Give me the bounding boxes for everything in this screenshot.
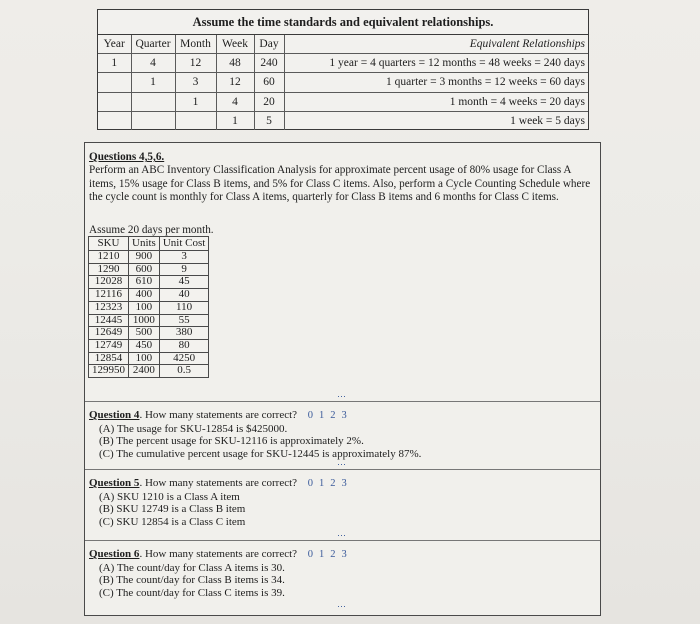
table-row — [89, 276, 209, 289]
cell: 40 — [159, 289, 208, 302]
table-header-row — [98, 35, 588, 54]
option-b: (B) SKU 12749 is a Class B item — [99, 503, 246, 516]
choice-0[interactable]: 0 — [307, 478, 315, 489]
option-a: (A) SKU 1210 is a Class A item — [99, 490, 240, 503]
time-standards-title: Assume the time standards and equivalent relationships. — [98, 10, 588, 35]
header-cell: Unit Cost — [159, 237, 208, 251]
cell — [131, 92, 175, 111]
table-row — [98, 111, 588, 130]
cell: 80 — [159, 339, 208, 352]
cell: 12028 — [89, 276, 129, 289]
header-cell: Week — [216, 35, 254, 54]
option-c: (C) The count/day for Class C items is 39. — [99, 586, 285, 599]
time-standards-grid — [98, 35, 588, 130]
table-row — [89, 314, 209, 327]
choice-0[interactable]: 0 — [307, 410, 315, 421]
table-row — [89, 339, 209, 352]
question-5-label: Question 5 — [89, 477, 140, 489]
cell: 129950 — [89, 365, 129, 378]
header-cell: Quarter — [131, 35, 175, 54]
cell: 4 — [131, 54, 175, 73]
table-row — [89, 251, 209, 264]
cell: 60 — [254, 73, 284, 92]
question-4-text: . How many statements are correct? — [139, 409, 298, 421]
cell: 1 — [131, 73, 175, 92]
question-5-text: . How many statements are correct? — [139, 477, 298, 489]
cell — [98, 73, 131, 92]
cell: 1 month = 4 weeks = 20 days — [284, 92, 588, 111]
drag-handle-icon[interactable]: ⋯ — [337, 391, 347, 401]
questions-box — [84, 142, 601, 616]
cell: 12 — [216, 73, 254, 92]
cell: 55 — [159, 314, 208, 327]
cell: 12749 — [89, 339, 129, 352]
cell: 900 — [129, 251, 160, 264]
table-row — [89, 352, 209, 365]
cell: 1 — [216, 111, 254, 130]
question-5 — [89, 477, 597, 528]
divider — [85, 469, 600, 470]
cell: 12323 — [89, 301, 129, 314]
header-cell: SKU — [89, 237, 129, 251]
table-row — [89, 327, 209, 340]
table-header-row — [89, 237, 209, 251]
cell: 1 quarter = 3 months = 12 weeks = 60 days — [284, 73, 588, 92]
cell: 2400 — [129, 365, 160, 378]
questions-header: Questions 4,5,6. — [89, 151, 165, 163]
cell: 0.5 — [159, 365, 208, 378]
cell: 400 — [129, 289, 160, 302]
cell: 100 — [129, 352, 160, 365]
choice-2[interactable]: 2 — [330, 478, 337, 489]
cell: 450 — [129, 339, 160, 352]
answer-choices[interactable] — [308, 549, 353, 562]
cell: 12116 — [89, 289, 129, 302]
option-c: (C) The cumulative percent usage for SKU-12445 is approximately 87%. — [99, 447, 422, 460]
question-6 — [89, 548, 597, 599]
header-cell: Month — [175, 35, 216, 54]
table-row — [89, 263, 209, 276]
choice-2[interactable]: 2 — [330, 410, 337, 421]
question-4-label: Question 4 — [89, 409, 140, 421]
cell: 20 — [254, 92, 284, 111]
question-6-prompt — [89, 548, 597, 562]
cell: 1 week = 5 days — [284, 111, 588, 130]
cell: 1 — [98, 54, 131, 73]
divider — [85, 540, 600, 541]
table-row — [89, 301, 209, 314]
drag-handle-icon[interactable]: ⋯ — [337, 530, 347, 540]
choice-3[interactable]: 3 — [341, 410, 348, 421]
questions-intro — [89, 151, 597, 205]
cell: 4250 — [159, 352, 208, 365]
cell — [131, 111, 175, 130]
question-4 — [89, 409, 597, 460]
cell: 12854 — [89, 352, 129, 365]
cell: 12445 — [89, 314, 129, 327]
option-c: (C) SKU 12854 is a Class C item — [99, 515, 246, 528]
choice-1[interactable]: 1 — [319, 478, 326, 489]
cell: 3 — [159, 251, 208, 264]
cell: 500 — [129, 327, 160, 340]
question-5-prompt — [89, 477, 597, 491]
question-6-text: . How many statements are correct? — [139, 548, 298, 560]
cell — [175, 111, 216, 130]
assume-note: Assume 20 days per month. — [89, 224, 214, 236]
answer-choices[interactable] — [308, 410, 353, 423]
cell: 600 — [129, 263, 160, 276]
cell: 1210 — [89, 251, 129, 264]
questions-text: Perform an ABC Inventory Classification Analysis for approximate percent usage of 80% usage for Class A items, 15% usage for Class B items, and 5% for Class C items. Also, perform a Cycle Counting Schedule where the cycle count is monthly for Class A items, quarterly for Class B items and 6 months for Class C items. — [89, 164, 591, 204]
cell: 9 — [159, 263, 208, 276]
table-row — [98, 54, 588, 73]
answer-choices[interactable] — [308, 478, 353, 491]
option-a: (A) The usage for SKU-12854 is $425000. — [99, 422, 288, 435]
cell: 1 year = 4 quarters = 12 months = 48 weeks = 240 days — [284, 54, 588, 73]
choice-2[interactable]: 2 — [330, 549, 337, 560]
cell: 1290 — [89, 263, 129, 276]
drag-handle-icon[interactable]: ⋯ — [337, 459, 347, 469]
option-b: (B) The count/day for Class B items is 34. — [99, 574, 285, 587]
table-row — [98, 73, 588, 92]
header-cell: Units — [129, 237, 160, 251]
header-cell: Day — [254, 35, 284, 54]
choice-1[interactable]: 1 — [319, 549, 326, 560]
divider — [85, 401, 600, 402]
cell: 12649 — [89, 327, 129, 340]
cell: 240 — [254, 54, 284, 73]
cell: 100 — [129, 301, 160, 314]
inventory-table — [88, 236, 209, 378]
cell: 5 — [254, 111, 284, 130]
option-a: (A) The count/day for Class A items is 30. — [99, 561, 285, 574]
cell: 610 — [129, 276, 160, 289]
drag-handle-icon[interactable]: ⋯ — [337, 601, 347, 611]
cell — [98, 92, 131, 111]
cell: 48 — [216, 54, 254, 73]
table-row — [89, 289, 209, 302]
cell: 1 — [175, 92, 216, 111]
cell: 45 — [159, 276, 208, 289]
cell: 110 — [159, 301, 208, 314]
choice-1[interactable]: 1 — [319, 410, 326, 421]
header-cell: Year — [98, 35, 131, 54]
time-standards-table — [97, 9, 589, 130]
cell: 1000 — [129, 314, 160, 327]
question-6-label: Question 6 — [89, 548, 140, 560]
cell: 3 — [175, 73, 216, 92]
table-row — [98, 92, 588, 111]
question-4-prompt — [89, 409, 597, 423]
cell: 12 — [175, 54, 216, 73]
cell: 4 — [216, 92, 254, 111]
cell: 380 — [159, 327, 208, 340]
header-cell: Equivalent Relationships — [284, 35, 588, 54]
option-b: (B) The percent usage for SKU-12116 is approximately 2%. — [99, 435, 364, 448]
choice-3[interactable]: 3 — [341, 549, 348, 560]
choice-0[interactable]: 0 — [307, 549, 315, 560]
choice-3[interactable]: 3 — [341, 478, 348, 489]
table-row — [89, 365, 209, 378]
cell — [98, 111, 131, 130]
